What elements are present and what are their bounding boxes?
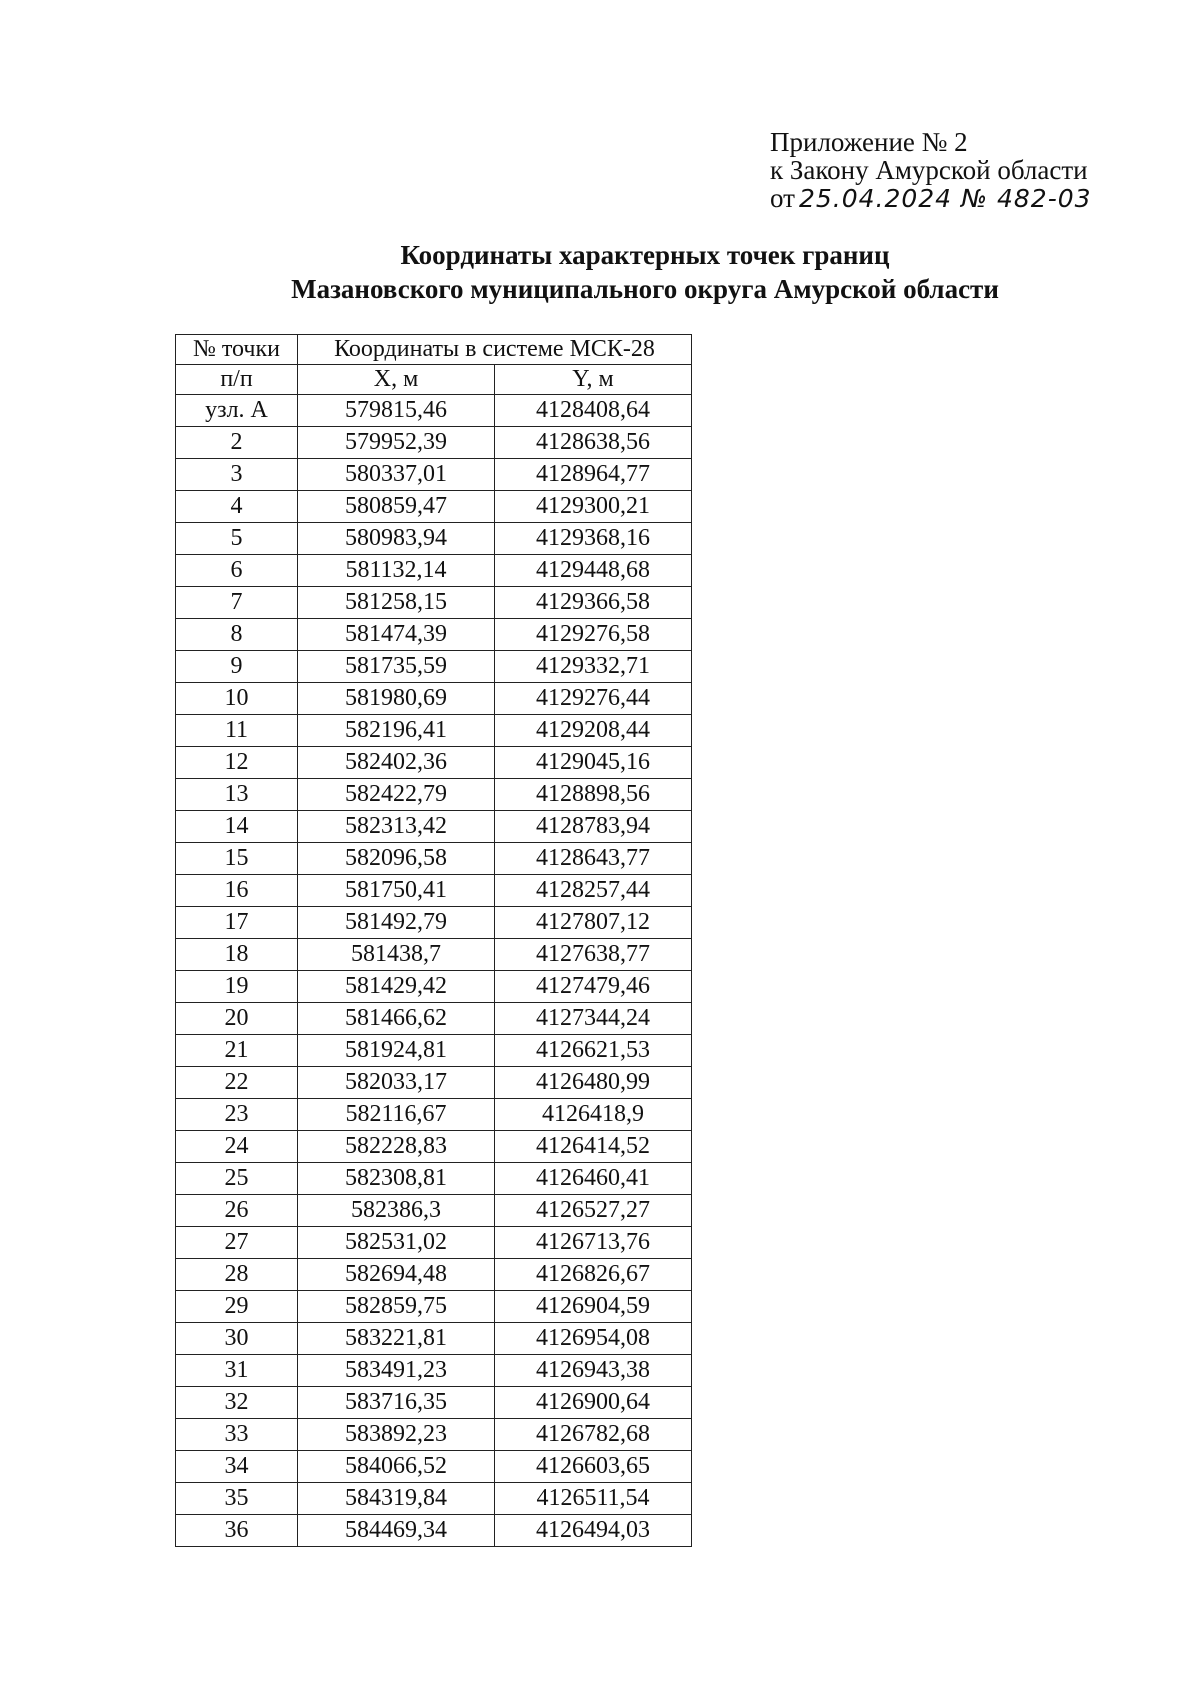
table-row [176, 651, 692, 683]
annex-law-reference: к Закону Амурской области [770, 155, 1088, 185]
table-row [176, 523, 692, 555]
y-coordinate-cell: 4126418,9 [495, 1099, 692, 1131]
point-number-cell: 10 [176, 683, 298, 715]
x-coordinate-cell: 582386,3 [298, 1195, 495, 1227]
x-coordinate-cell: 582313,42 [298, 811, 495, 843]
point-number-cell: 9 [176, 651, 298, 683]
point-number-cell: 11 [176, 715, 298, 747]
x-coordinate-cell: 582422,79 [298, 779, 495, 811]
annex-number: Приложение № 2 [770, 127, 968, 157]
x-coordinate-cell: 581132,14 [298, 555, 495, 587]
point-number-cell: 18 [176, 939, 298, 971]
x-coordinate-cell: 584469,34 [298, 1515, 495, 1547]
y-coordinate-cell: 4129448,68 [495, 555, 692, 587]
point-number-cell: 13 [176, 779, 298, 811]
point-number-cell: 31 [176, 1355, 298, 1387]
point-number-cell: 5 [176, 523, 298, 555]
x-coordinate-cell: 582308,81 [298, 1163, 495, 1195]
point-number-cell: 20 [176, 1003, 298, 1035]
y-coordinate-cell: 4126414,52 [495, 1131, 692, 1163]
y-coordinate-cell: 4126460,41 [495, 1163, 692, 1195]
y-coordinate-cell: 4127479,46 [495, 971, 692, 1003]
y-coordinate-cell: 4126943,38 [495, 1355, 692, 1387]
point-number-cell: 4 [176, 491, 298, 523]
table-row [176, 1163, 692, 1195]
x-coordinate-cell: 583892,23 [298, 1419, 495, 1451]
x-coordinate-cell: 582402,36 [298, 747, 495, 779]
header-point-number: № точки [176, 335, 298, 365]
table-row [176, 587, 692, 619]
annex-block [770, 128, 1092, 213]
table-row [176, 1355, 692, 1387]
x-coordinate-cell: 582096,58 [298, 843, 495, 875]
y-coordinate-cell: 4129332,71 [495, 651, 692, 683]
table-row [176, 939, 692, 971]
table-row [176, 843, 692, 875]
x-coordinate-cell: 582196,41 [298, 715, 495, 747]
x-coordinate-cell: 581980,69 [298, 683, 495, 715]
annex-date-line [770, 184, 1092, 213]
point-number-cell: 8 [176, 619, 298, 651]
table-row [176, 1067, 692, 1099]
x-coordinate-cell: 582694,48 [298, 1259, 495, 1291]
x-coordinate-cell: 581258,15 [298, 587, 495, 619]
point-number-cell: 2 [176, 427, 298, 459]
table-row [176, 555, 692, 587]
table-row [176, 619, 692, 651]
x-coordinate-cell: 583491,23 [298, 1355, 495, 1387]
x-coordinate-cell: 582228,83 [298, 1131, 495, 1163]
x-coordinate-cell: 581474,39 [298, 619, 495, 651]
x-coordinate-cell: 582859,75 [298, 1291, 495, 1323]
table-header [176, 335, 692, 395]
table-row [176, 1291, 692, 1323]
table-row [176, 1259, 692, 1291]
x-coordinate-cell: 581735,59 [298, 651, 495, 683]
title-line-1: Координаты характерных точек границ [400, 240, 890, 270]
x-coordinate-cell: 584066,52 [298, 1451, 495, 1483]
x-coordinate-cell: 581429,42 [298, 971, 495, 1003]
y-coordinate-cell: 4126511,54 [495, 1483, 692, 1515]
y-coordinate-cell: 4126621,53 [495, 1035, 692, 1067]
annex-handwritten-date: 25.04.2024 № 482-03 [798, 184, 1092, 213]
x-coordinate-cell: 579952,39 [298, 427, 495, 459]
x-coordinate-cell: 579815,46 [298, 395, 495, 427]
table-row [176, 1131, 692, 1163]
x-coordinate-cell: 582116,67 [298, 1099, 495, 1131]
point-number-cell: 34 [176, 1451, 298, 1483]
y-coordinate-cell: 4126782,68 [495, 1419, 692, 1451]
x-coordinate-cell: 581466,62 [298, 1003, 495, 1035]
point-number-cell: 12 [176, 747, 298, 779]
y-coordinate-cell: 4128898,56 [495, 779, 692, 811]
table-row [176, 715, 692, 747]
x-coordinate-cell: 583716,35 [298, 1387, 495, 1419]
y-coordinate-cell: 4128408,64 [495, 395, 692, 427]
x-coordinate-cell: 580859,47 [298, 491, 495, 523]
y-coordinate-cell: 4129300,21 [495, 491, 692, 523]
point-number-cell: 19 [176, 971, 298, 1003]
point-number-cell: 28 [176, 1259, 298, 1291]
header-point-number-sub: п/п [176, 365, 298, 395]
y-coordinate-cell: 4128643,77 [495, 843, 692, 875]
table-row [176, 491, 692, 523]
point-number-cell: 3 [176, 459, 298, 491]
point-number-cell: 35 [176, 1483, 298, 1515]
table-row [176, 907, 692, 939]
table-row [176, 1227, 692, 1259]
y-coordinate-cell: 4126954,08 [495, 1323, 692, 1355]
y-coordinate-cell: 4126494,03 [495, 1515, 692, 1547]
y-coordinate-cell: 4126900,64 [495, 1387, 692, 1419]
table-row [176, 1003, 692, 1035]
table-row [176, 1451, 692, 1483]
x-coordinate-cell: 581750,41 [298, 875, 495, 907]
point-number-cell: 32 [176, 1387, 298, 1419]
table-row [176, 811, 692, 843]
y-coordinate-cell: 4126713,76 [495, 1227, 692, 1259]
y-coordinate-cell: 4129276,58 [495, 619, 692, 651]
table-row [176, 1035, 692, 1067]
table-row [176, 779, 692, 811]
point-number-cell: 7 [176, 587, 298, 619]
table-row [176, 427, 692, 459]
point-number-cell: 36 [176, 1515, 298, 1547]
y-coordinate-cell: 4126480,99 [495, 1067, 692, 1099]
header-coordinate-system: Координаты в системе МСК-28 [298, 335, 692, 365]
x-coordinate-cell: 581438,7 [298, 939, 495, 971]
point-number-cell: 21 [176, 1035, 298, 1067]
y-coordinate-cell: 4126826,67 [495, 1259, 692, 1291]
table-row [176, 459, 692, 491]
title-line-2: Мазановского муниципального округа Амурской области [291, 274, 999, 304]
table-row [176, 971, 692, 1003]
point-number-cell: 15 [176, 843, 298, 875]
table-row [176, 683, 692, 715]
y-coordinate-cell: 4128964,77 [495, 459, 692, 491]
point-number-cell: 24 [176, 1131, 298, 1163]
y-coordinate-cell: 4129208,44 [495, 715, 692, 747]
table-row [176, 395, 692, 427]
y-coordinate-cell: 4126527,27 [495, 1195, 692, 1227]
y-coordinate-cell: 4126904,59 [495, 1291, 692, 1323]
x-coordinate-cell: 581492,79 [298, 907, 495, 939]
point-number-cell: 17 [176, 907, 298, 939]
header-x: X, м [298, 365, 495, 395]
point-number-cell: 23 [176, 1099, 298, 1131]
point-number-cell: 27 [176, 1227, 298, 1259]
y-coordinate-cell: 4129366,58 [495, 587, 692, 619]
table-row [176, 1483, 692, 1515]
point-number-cell: узл. А [176, 395, 298, 427]
x-coordinate-cell: 582531,02 [298, 1227, 495, 1259]
point-number-cell: 26 [176, 1195, 298, 1227]
annex-date-prefix: от [770, 183, 795, 213]
x-coordinate-cell: 580983,94 [298, 523, 495, 555]
table-body [176, 395, 692, 1547]
y-coordinate-cell: 4129276,44 [495, 683, 692, 715]
coordinates-table [175, 334, 692, 1547]
table-row [176, 1387, 692, 1419]
y-coordinate-cell: 4127638,77 [495, 939, 692, 971]
point-number-cell: 33 [176, 1419, 298, 1451]
point-number-cell: 6 [176, 555, 298, 587]
y-coordinate-cell: 4126603,65 [495, 1451, 692, 1483]
header-y: Y, м [495, 365, 692, 395]
table-row [176, 747, 692, 779]
point-number-cell: 16 [176, 875, 298, 907]
y-coordinate-cell: 4128638,56 [495, 427, 692, 459]
x-coordinate-cell: 582033,17 [298, 1067, 495, 1099]
point-number-cell: 22 [176, 1067, 298, 1099]
y-coordinate-cell: 4129045,16 [495, 747, 692, 779]
table-row [176, 875, 692, 907]
x-coordinate-cell: 584319,84 [298, 1483, 495, 1515]
y-coordinate-cell: 4128257,44 [495, 875, 692, 907]
table-row [176, 1099, 692, 1131]
table-row [176, 1419, 692, 1451]
document-title [0, 238, 1200, 306]
x-coordinate-cell: 583221,81 [298, 1323, 495, 1355]
point-number-cell: 25 [176, 1163, 298, 1195]
y-coordinate-cell: 4128783,94 [495, 811, 692, 843]
table-row [176, 1323, 692, 1355]
y-coordinate-cell: 4129368,16 [495, 523, 692, 555]
y-coordinate-cell: 4127344,24 [495, 1003, 692, 1035]
table-row [176, 1515, 692, 1547]
x-coordinate-cell: 581924,81 [298, 1035, 495, 1067]
point-number-cell: 14 [176, 811, 298, 843]
point-number-cell: 29 [176, 1291, 298, 1323]
point-number-cell: 30 [176, 1323, 298, 1355]
y-coordinate-cell: 4127807,12 [495, 907, 692, 939]
table-row [176, 1195, 692, 1227]
x-coordinate-cell: 580337,01 [298, 459, 495, 491]
